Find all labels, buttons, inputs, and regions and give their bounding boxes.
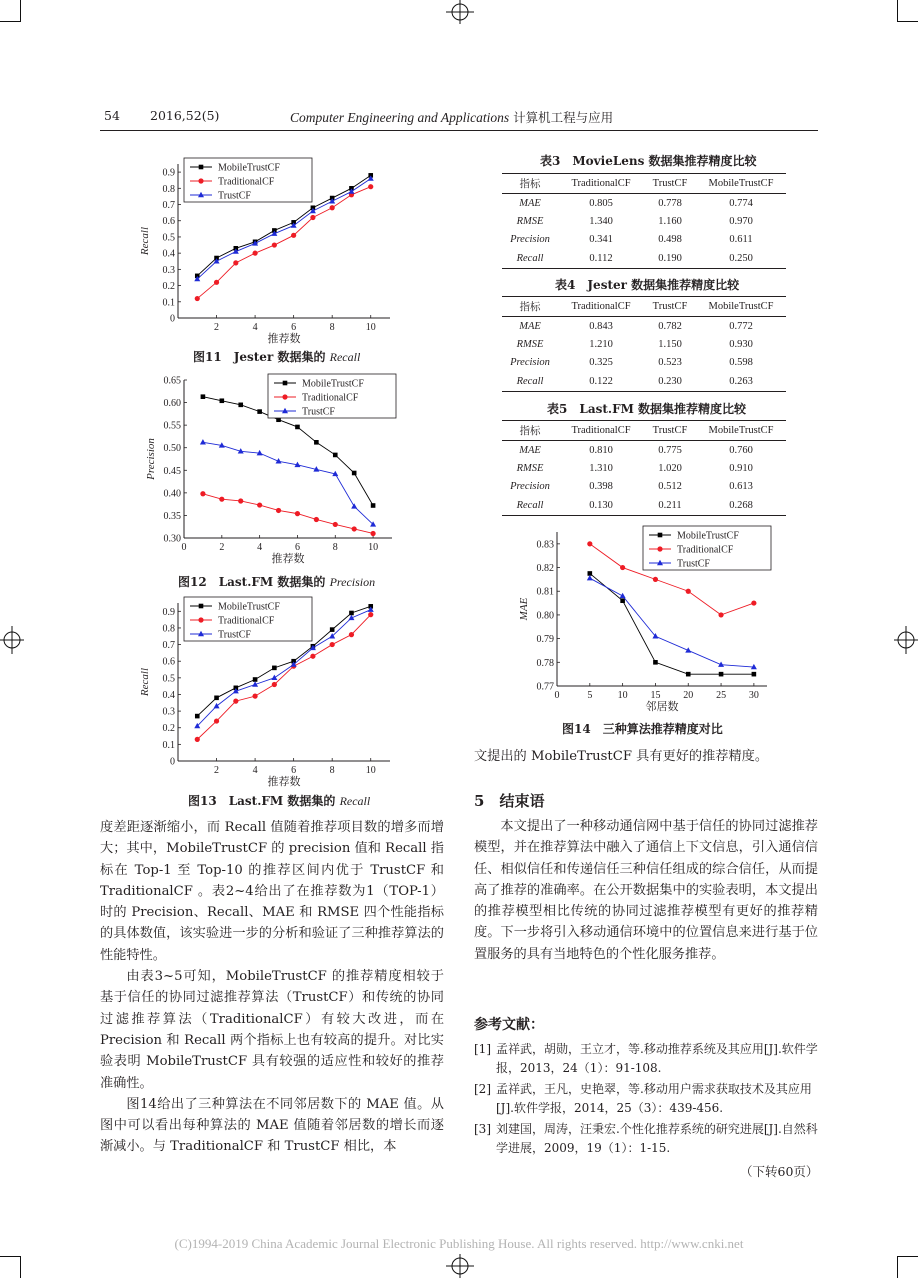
data-point	[257, 502, 262, 507]
reference-number: [3]	[474, 1122, 491, 1136]
table-cell: MAE	[519, 320, 541, 332]
data-point	[310, 654, 315, 659]
reference-number: [1]	[474, 1042, 491, 1056]
series-trustcf	[587, 575, 757, 669]
table-row	[502, 354, 786, 372]
table-cell: 1.340	[589, 216, 613, 228]
table-cell: RMSE	[516, 339, 544, 351]
table-cell: 0.782	[658, 320, 682, 332]
x-tick-label: 6	[291, 322, 297, 333]
figure-13-caption	[188, 792, 370, 809]
x-axis-label: 邻居数	[645, 700, 679, 713]
table-3-number: 表3	[540, 154, 561, 168]
data-point	[368, 612, 373, 617]
x-tick-label: 4	[252, 322, 258, 333]
table-header-cell: TrustCF	[644, 421, 696, 441]
registration-mark-bottom	[440, 1254, 480, 1278]
table-row	[502, 459, 786, 477]
legend-label: MobileTrustCF	[218, 162, 280, 174]
x-tick-label: 8	[329, 765, 335, 776]
y-tick-label: 0.1	[162, 297, 175, 309]
data-point	[349, 611, 354, 616]
data-point	[719, 672, 724, 677]
header-rule	[100, 130, 818, 131]
figure-11-caption	[193, 348, 360, 365]
x-tick-label: 6	[291, 765, 297, 776]
page-number: 54	[104, 108, 120, 123]
y-tick-label: 0.5	[162, 673, 175, 685]
figure-12-chart	[100, 368, 400, 570]
data-point	[219, 497, 224, 502]
table-cell: 0.778	[658, 197, 682, 209]
legend-marker	[198, 178, 203, 183]
y-tick-label: 0.5	[162, 232, 175, 244]
table-header-cell: TrustCF	[644, 297, 696, 317]
y-tick-label: 0	[170, 313, 175, 325]
data-point	[214, 703, 220, 708]
table-row	[502, 478, 786, 496]
data-point	[686, 589, 691, 594]
journal-title-en: Computer Engineering and Applications	[290, 110, 510, 125]
data-point	[310, 215, 315, 220]
table-cell: 0.263	[696, 372, 786, 391]
y-tick-label: 0.3	[162, 706, 175, 718]
table-cell: 0.970	[729, 216, 753, 228]
table-row	[502, 335, 786, 353]
table-cell: 0.910	[729, 463, 753, 475]
figure-12-caption-metric: Precision	[329, 575, 376, 589]
data-point	[330, 627, 335, 632]
y-tick-label: 0.81	[536, 586, 554, 598]
table-cell: 0.611	[729, 234, 753, 246]
table-cell: 0.268	[696, 496, 786, 515]
data-point	[252, 694, 257, 699]
table-cell: 0.613	[729, 481, 753, 493]
table-header-cell: 指标	[502, 421, 558, 441]
table-4-caption	[555, 276, 739, 293]
table-cell: 0.130	[558, 496, 644, 515]
y-tick-label: 0.80	[536, 610, 554, 622]
table-3-title: MovieLens 数据集推荐精度比较	[572, 154, 757, 168]
table-header-cell: MobileTrustCF	[696, 421, 786, 441]
registration-mark-top	[440, 0, 480, 24]
legend-marker	[657, 546, 662, 551]
y-axis-label: MAE	[518, 597, 530, 621]
data-point	[718, 612, 723, 617]
table-cell: 1.020	[658, 463, 682, 475]
series-line	[197, 187, 370, 299]
table-header-row	[502, 421, 786, 441]
data-point	[314, 440, 319, 445]
conclusion-text	[474, 816, 818, 965]
y-tick-label: 0.55	[163, 420, 181, 432]
reference-text: 孟祥武，胡勋，王立才，等.移动推荐系统及其应用[J].软件学报，2013，24（1）：91-108.	[496, 1042, 818, 1075]
y-tick-label: 0.3	[162, 264, 175, 276]
table-header-cell: MobileTrustCF	[696, 297, 786, 317]
journal-title-cn: 计算机工程与应用	[513, 110, 614, 125]
y-tick-label: 0.2	[162, 281, 175, 293]
table-5-caption	[547, 400, 746, 417]
legend-marker	[283, 381, 288, 386]
data-point	[201, 394, 206, 399]
table-cell: 0.760	[729, 444, 753, 456]
table-header-cell: 指标	[502, 297, 558, 317]
series-line	[590, 573, 754, 674]
data-point	[352, 526, 357, 531]
table-row	[502, 372, 786, 391]
y-tick-label: 0.30	[163, 533, 181, 545]
y-axis-label: Precision	[145, 438, 157, 480]
legend-marker	[199, 165, 204, 170]
x-tick-label: 8	[329, 322, 335, 333]
volume-issue: 2016,52(5)	[150, 108, 220, 123]
y-axis-label: Recall	[139, 226, 151, 256]
table-cell: MAE	[519, 197, 541, 209]
copyright-footer: (C)1994-2019 China Academic Journal Electronic Publishing House. All rights reserved. http://www.cnki.net	[174, 1236, 744, 1251]
table-cell: 0.498	[658, 234, 682, 246]
legend-label: TraditionalCF	[677, 544, 734, 556]
y-tick-label: 0.65	[163, 375, 181, 387]
data-point	[751, 600, 756, 605]
data-point	[371, 503, 376, 508]
data-point	[352, 471, 357, 476]
legend-marker	[658, 533, 663, 538]
y-tick-label: 0.7	[162, 640, 175, 652]
table-cell: 1.210	[589, 339, 613, 351]
legend-marker	[282, 394, 287, 399]
table-header-cell: TraditionalCF	[558, 174, 644, 194]
table-cell: 0.398	[589, 481, 613, 493]
table-cell: 0.810	[589, 444, 613, 456]
right-continuation-text	[474, 746, 818, 767]
x-tick-label: 0	[181, 542, 187, 553]
data-point	[295, 511, 300, 516]
table-cell: 0.190	[644, 249, 696, 268]
y-tick-label: 0.8	[162, 623, 175, 635]
table-cell: 0.805	[589, 197, 613, 209]
data-point	[620, 565, 625, 570]
right-continuation: 文提出的 MobileTrustCF 具有更好的推荐精度。	[474, 749, 769, 764]
left-column-text	[100, 817, 444, 1158]
legend-label: TraditionalCF	[302, 392, 359, 404]
data-point	[272, 242, 277, 247]
x-tick-label: 4	[257, 542, 263, 553]
section-heading	[474, 790, 544, 811]
y-tick-label: 0.7	[162, 200, 175, 212]
figure-13-chart	[100, 593, 400, 789]
data-point	[195, 737, 200, 742]
figure-11-caption-text: 图11 Jester 数据集的	[193, 350, 330, 364]
table-cell: 0.122	[558, 372, 644, 391]
legend	[268, 374, 396, 418]
data-point	[349, 632, 354, 637]
y-tick-label: 0.4	[162, 689, 175, 701]
table-cell: 0.250	[696, 249, 786, 268]
x-tick-label: 10	[368, 542, 379, 553]
x-tick-label: 5	[587, 690, 593, 701]
data-point	[238, 498, 243, 503]
y-tick-label: 0.82	[536, 563, 554, 575]
data-point	[333, 522, 338, 527]
x-tick-label: 2	[219, 542, 225, 553]
journal-title	[290, 108, 613, 126]
section-number: 5	[474, 792, 485, 810]
figure-14-caption: 图14 三种算法推荐精度对比	[562, 722, 723, 736]
data-point	[253, 677, 258, 682]
data-point	[276, 508, 281, 513]
data-point	[368, 184, 373, 189]
figure-12-caption	[178, 573, 375, 590]
table-header-cell: TrustCF	[644, 174, 696, 194]
data-point	[330, 642, 335, 647]
table-5	[502, 420, 786, 516]
table-4-number: 表4	[555, 278, 576, 292]
x-tick-label: 10	[365, 322, 376, 333]
y-tick-label: 0.9	[162, 167, 175, 179]
legend-label: TraditionalCF	[218, 615, 275, 627]
figure-13-caption-metric: Recall	[339, 794, 371, 808]
x-tick-label: 15	[650, 690, 661, 701]
data-point	[195, 296, 200, 301]
x-axis-label: 推荐数	[267, 332, 301, 345]
table-row	[502, 194, 786, 213]
reference-item	[474, 1040, 818, 1078]
legend-label: TrustCF	[677, 558, 710, 570]
y-tick-label: 0.1	[162, 739, 175, 751]
table-cell: Recall	[502, 249, 558, 268]
table-3	[502, 173, 786, 269]
reference-item	[474, 1080, 818, 1118]
data-point	[752, 672, 757, 677]
left-paragraph-3: 图14给出了三种算法在不同邻居数下的 MAE 值。从图中可以看出每种算法的 MAE 值随着邻居数的增长而逐渐减小。与 TraditionalCF 和 TrustCF 相比，本	[100, 1096, 444, 1155]
legend-label: TrustCF	[218, 629, 251, 641]
legend-label: TraditionalCF	[218, 176, 275, 188]
table-header-row	[502, 174, 786, 194]
table-cell: 0.325	[589, 357, 613, 369]
y-tick-label: 0.6	[162, 216, 175, 228]
table-cell: 1.150	[658, 339, 682, 351]
data-point	[271, 675, 277, 680]
data-point	[587, 575, 593, 580]
data-point	[333, 453, 338, 458]
table-cell: 0.930	[729, 339, 753, 351]
series-line	[203, 494, 373, 534]
figure-12-caption-text: 图12 Last.FM 数据集的	[178, 575, 330, 589]
x-tick-label: 25	[716, 690, 727, 701]
series-line	[590, 578, 754, 667]
data-point	[587, 541, 592, 546]
table-cell: 0.230	[644, 372, 696, 391]
series-mobiletrustcf	[588, 571, 757, 676]
data-point	[252, 251, 257, 256]
y-tick-label: 0.83	[536, 539, 554, 551]
table-cell: RMSE	[516, 463, 544, 475]
references-heading: 参考文献：	[474, 1017, 544, 1033]
table-header-row	[502, 297, 786, 317]
y-axis-label: Recall	[139, 667, 151, 697]
data-point	[257, 409, 262, 414]
legend-label: MobileTrustCF	[677, 530, 739, 542]
data-point	[620, 593, 626, 598]
table-cell: MAE	[519, 444, 541, 456]
table-5-title: Last.FM 数据集推荐精度比较	[579, 402, 747, 416]
reference-text: 刘建国，周涛，汪秉宏.个性化推荐系统的研究进展[J].自然科学进展，2009，19（1）：1-15.	[496, 1122, 818, 1155]
x-tick-label: 4	[252, 765, 258, 776]
table-cell: 0.772	[729, 320, 753, 332]
y-tick-label: 0.40	[163, 488, 181, 500]
figure-11-chart	[100, 150, 400, 345]
data-point	[686, 672, 691, 677]
data-point	[295, 425, 300, 430]
data-point	[653, 660, 658, 665]
x-tick-label: 10	[617, 690, 628, 701]
table-cell: 0.523	[658, 357, 682, 369]
legend-label: TrustCF	[218, 190, 251, 202]
data-point	[233, 699, 238, 704]
reference-number: [2]	[474, 1082, 491, 1096]
registration-mark-left	[0, 620, 24, 660]
data-point	[200, 491, 205, 496]
legend-label: MobileTrustCF	[302, 378, 364, 390]
data-point	[314, 517, 319, 522]
table-cell: Precision	[510, 357, 550, 369]
table-cell: 0.341	[589, 234, 613, 246]
table-header-cell: TraditionalCF	[558, 421, 644, 441]
table-row	[502, 249, 786, 268]
y-tick-label: 0.35	[163, 510, 181, 522]
x-tick-label: 0	[554, 690, 560, 701]
legend-marker	[199, 604, 204, 609]
table-cell: Precision	[510, 481, 550, 493]
legend	[643, 526, 771, 570]
legend	[184, 597, 312, 641]
table-row	[502, 496, 786, 515]
x-tick-label: 2	[214, 765, 220, 776]
table-cell: 1.160	[658, 216, 682, 228]
table-cell: 0.843	[589, 320, 613, 332]
left-paragraph-1: 度差距逐渐缩小，而 Recall 值随着推荐项目数的增多而增大；其中，MobileTrustCF 的 precision 值和 Recall 指标在 Top-1 至 Top-10 的推荐区间内优于 TrustCF 和 TraditionalCF 。表2~4给出了在推荐数为1（TOP-1）时的 Precision、Recall、MAE 和 RMSE 四个性能指标的具体数值，该实验进一步的分析和验证了三种推荐算法的性能特性。	[100, 820, 444, 963]
registration-mark-right	[894, 620, 918, 660]
legend	[184, 158, 312, 202]
x-tick-label: 20	[683, 690, 694, 701]
table-4	[502, 296, 786, 392]
data-point	[214, 696, 219, 701]
continued-note: （下转60页）	[740, 1164, 819, 1179]
conclusion-paragraph: 本文提出了一种移动通信网中基于信任的协同过滤推荐模型，并在推荐算法中融入了通信上下文信息，引入通信信任、相似信任和传递信任三种信任组成的综合信任，从而提高了推荐的准确率。在公开数据集中的实验表明，本文提出的推荐模型相比传统的协同过滤推荐模型有更好的推荐精度。下一步将引入移动通信环境中的位置信息来进行基于位置服务的具有当地特色的个性化服务推荐。	[474, 819, 818, 962]
data-point	[272, 682, 277, 687]
y-tick-label: 0.60	[163, 398, 181, 410]
x-tick-label: 8	[332, 542, 338, 553]
table-cell: 0.774	[729, 197, 753, 209]
y-tick-label: 0.45	[163, 465, 181, 477]
table-header-cell: 指标	[502, 174, 558, 194]
reference-text: 孟祥武，王凡，史艳翠，等.移动用户需求获取技术及其应用[J].软件学报，2014，25（3）：439-456.	[496, 1082, 812, 1115]
table-4-title: Jester 数据集推荐精度比较	[587, 278, 740, 292]
figure-13-caption-text: 图13 Last.FM 数据集的	[188, 794, 340, 808]
table-row	[502, 441, 786, 460]
data-point	[238, 403, 243, 408]
y-tick-label: 0.9	[162, 606, 175, 618]
table-row	[502, 212, 786, 230]
x-tick-label: 6	[294, 542, 300, 553]
y-tick-label: 0.2	[162, 723, 175, 735]
x-tick-label: 2	[214, 322, 220, 333]
table-row	[502, 231, 786, 249]
x-axis-label: 推荐数	[271, 552, 305, 565]
reference-item	[474, 1120, 818, 1158]
table-cell: Precision	[510, 234, 550, 246]
table-cell: 0.211	[644, 496, 696, 515]
data-point	[200, 439, 206, 444]
data-point	[653, 577, 658, 582]
data-point	[330, 205, 335, 210]
y-tick-label: 0	[170, 756, 175, 768]
y-tick-label: 0.50	[163, 443, 181, 455]
legend-label: TrustCF	[302, 406, 335, 418]
y-tick-label: 0.6	[162, 656, 175, 668]
y-tick-label: 0.4	[162, 248, 175, 260]
table-cell: 1.310	[589, 463, 613, 475]
legend-marker	[198, 617, 203, 622]
data-point	[370, 531, 375, 536]
section-title: 结束语	[499, 792, 545, 810]
x-axis-label: 推荐数	[267, 775, 301, 788]
table-cell: 0.775	[658, 444, 682, 456]
figure-11-caption-metric: Recall	[329, 350, 361, 364]
table-row	[502, 317, 786, 336]
table-header-cell: MobileTrustCF	[696, 174, 786, 194]
data-point	[220, 398, 225, 403]
table-cell: 0.112	[558, 249, 644, 268]
data-point	[195, 714, 200, 719]
table-cell: 0.512	[658, 481, 682, 493]
data-point	[351, 503, 357, 508]
y-tick-label: 0.79	[536, 634, 554, 646]
y-tick-label: 0.78	[536, 657, 554, 669]
table-cell: 0.598	[729, 357, 753, 369]
table-cell: Recall	[502, 496, 558, 515]
y-tick-label: 0.77	[536, 681, 554, 693]
data-point	[291, 233, 296, 238]
table-5-number: 表5	[547, 402, 568, 416]
table-cell: Recall	[502, 372, 558, 391]
data-point	[214, 718, 219, 723]
data-point	[620, 598, 625, 603]
series-trustcf	[200, 439, 376, 527]
table-cell: RMSE	[516, 216, 544, 228]
table-3-caption	[540, 152, 757, 169]
data-point	[272, 666, 277, 671]
data-point	[214, 280, 219, 285]
data-point	[233, 260, 238, 265]
x-tick-label: 10	[365, 765, 376, 776]
left-paragraph-2: 由表3~5可知，MobileTrustCF 的推荐精度相较于基于信任的协同过滤推荐算法（TrustCF）和传统的协同过滤推荐算法（TraditionalCF）有较大改进，而在 Precision 和 Recall 两个指标上也有较高的提升。对比实验表明 MobileTrustCF 具有较强的适应性和较好的推荐准确性。	[100, 969, 444, 1091]
y-tick-label: 0.8	[162, 183, 175, 195]
figure-14-chart	[505, 522, 795, 718]
legend-label: MobileTrustCF	[218, 601, 280, 613]
x-tick-label: 30	[748, 690, 759, 701]
table-header-cell: TraditionalCF	[558, 297, 644, 317]
